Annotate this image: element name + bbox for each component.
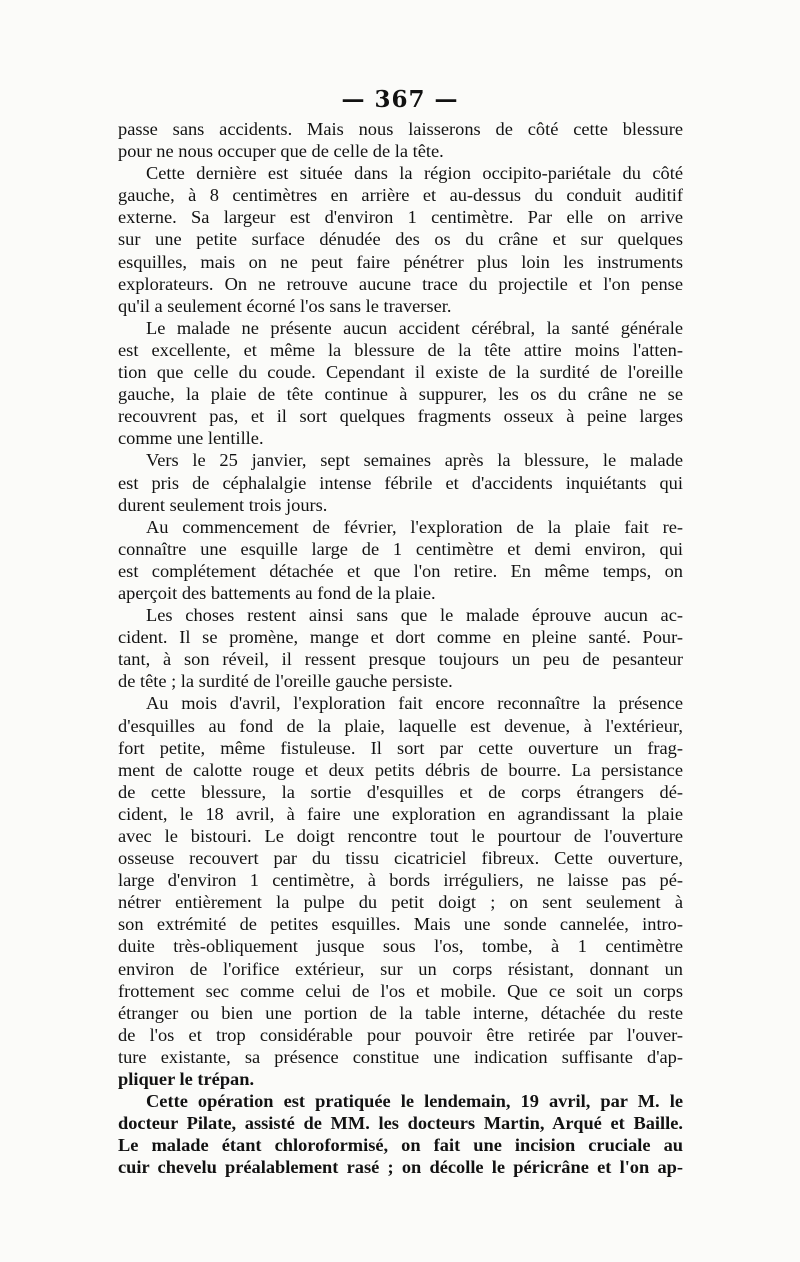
text-line: environ de l'orifice extérieur, sur un corps résistant, donnant un bbox=[118, 958, 683, 979]
text-line: ment de calotte rouge et deux petits débris de bourre. La persistance bbox=[118, 759, 683, 780]
text-line: est excellente, et même la blessure de la tête attire moins l'atten- bbox=[118, 339, 683, 360]
text-line: explorateurs. On ne retrouve aucune trace du projectile et l'on pense bbox=[118, 273, 683, 294]
text-line: durent seulement trois jours. bbox=[118, 494, 328, 515]
text-line: sur une petite surface dénudée des os du crâne et sur quelques bbox=[118, 229, 683, 250]
text-line: frottement sec comme celui de l'os et mobile. Que ce soit un corps bbox=[118, 980, 683, 1001]
text-line: aperçoit des battements au fond de la plaie. bbox=[118, 582, 436, 603]
text-line: ture existante, sa présence constitue une indication suffisante d'ap- bbox=[118, 1046, 683, 1067]
text-line: de l'os et trop considérable pour pouvoir être retirée par l'ouver- bbox=[118, 1024, 683, 1045]
text-line: fort petite, même fistuleuse. Il sort par cette ouverture un frag- bbox=[118, 737, 683, 758]
text-line: pliquer le trépan. bbox=[118, 1069, 255, 1090]
text-line: est pris de céphalalgie intense fébrile et d'accidents inquiétants qui bbox=[118, 472, 683, 493]
text-line: qu'il a seulement écorné l'os sans le traverser. bbox=[118, 295, 452, 316]
text-line: étranger ou bien une portion de la table interne, détachée du reste bbox=[118, 1002, 683, 1023]
text-line: gauche, la plaie de tête continue à suppurer, les os du crâne ne se bbox=[118, 384, 683, 405]
text-line: esquilles, mais on ne peut faire pénétrer plus loin les instruments bbox=[118, 251, 683, 272]
text-line: tant, à son réveil, il ressent presque toujours un peu de pesanteur bbox=[118, 649, 683, 670]
text-line: est complétement détachée et que l'on retire. En même temps, on bbox=[118, 560, 683, 581]
text-line: gauche, à 8 centimètres en arrière et au-dessus du conduit auditif bbox=[118, 185, 683, 206]
text-line: recouvrent pas, et il sort quelques fragments osseux à peine larges bbox=[118, 406, 683, 427]
page-number: — 367 — bbox=[341, 86, 459, 113]
text-line: cuir chevelu préalablement rasé ; on décolle le péricrâne et l'on ap- bbox=[118, 1157, 683, 1178]
text-line: connaître une esquille large de 1 centimètre et demi environ, qui bbox=[118, 538, 683, 559]
body-text bbox=[118, 118, 683, 1179]
text-line: pour ne nous occuper que de celle de la tête. bbox=[118, 141, 444, 162]
text-line: externe. Sa largeur est d'environ 1 centimètre. Par elle on arrive bbox=[118, 207, 683, 228]
text-line: son extrémité de petites esquilles. Mais une sonde cannelée, intro- bbox=[118, 914, 683, 935]
text-line: osseuse recouvert par du tissu cicatriciel fibreux. Cette ouverture, bbox=[118, 848, 683, 869]
text-line: Au mois d'avril, l'exploration fait encore reconnaître la présence bbox=[146, 693, 683, 714]
text-line: cident, le 18 avril, à faire une exploration en agrandissant la plaie bbox=[118, 803, 683, 824]
text-line: d'esquilles au fond de la plaie, laquelle est devenue, à l'extérieur, bbox=[118, 715, 683, 736]
text-line: cident. Il se promène, mange et dort comme en pleine santé. Pour- bbox=[118, 627, 683, 648]
text-line: Les choses restent ainsi sans que le malade éprouve aucun ac- bbox=[146, 605, 683, 626]
text-line: avec le bistouri. Le doigt rencontre tout le pourtour de l'ouverture bbox=[118, 826, 683, 846]
text-line: nétrer entièrement la pulpe du petit doigt ; on sent seulement à bbox=[118, 892, 683, 913]
text-line: docteur Pilate, assisté de MM. les docteurs Martin, Arqué et Baille. bbox=[118, 1113, 683, 1134]
text-line: duite très-obliquement jusque sous l'os, tombe, à 1 centimètre bbox=[118, 936, 683, 957]
text-line: passe sans accidents. Mais nous laisserons de côté cette blessure bbox=[118, 119, 683, 139]
text-line: Le malade étant chloroformisé, on fait une incision cruciale au bbox=[118, 1135, 683, 1156]
text-line: large d'environ 1 centimètre, à bords irréguliers, ne laisse pas pé- bbox=[118, 870, 683, 891]
text-line: de cette blessure, la sortie d'esquilles et de corps étrangers dé- bbox=[118, 781, 683, 802]
text-line: comme une lentille. bbox=[118, 428, 264, 449]
text-line: Cette opération est pratiquée le lendemain, 19 avril, par M. le bbox=[146, 1091, 683, 1112]
text-line: tion que celle du coude. Cependant il existe de la surdité de l'oreille bbox=[118, 362, 683, 383]
text-line: de tête ; la surdité de l'oreille gauche persiste. bbox=[118, 671, 453, 692]
text-line: Le malade ne présente aucun accident cérébral, la santé générale bbox=[146, 317, 683, 338]
text-line: Au commencement de février, l'exploration de la plaie fait re- bbox=[146, 516, 683, 537]
text-line: Vers le 25 janvier, sept semaines après la blessure, le malade bbox=[146, 450, 683, 471]
text-line: Cette dernière est située dans la région occipito-pariétale du côté bbox=[146, 163, 683, 184]
